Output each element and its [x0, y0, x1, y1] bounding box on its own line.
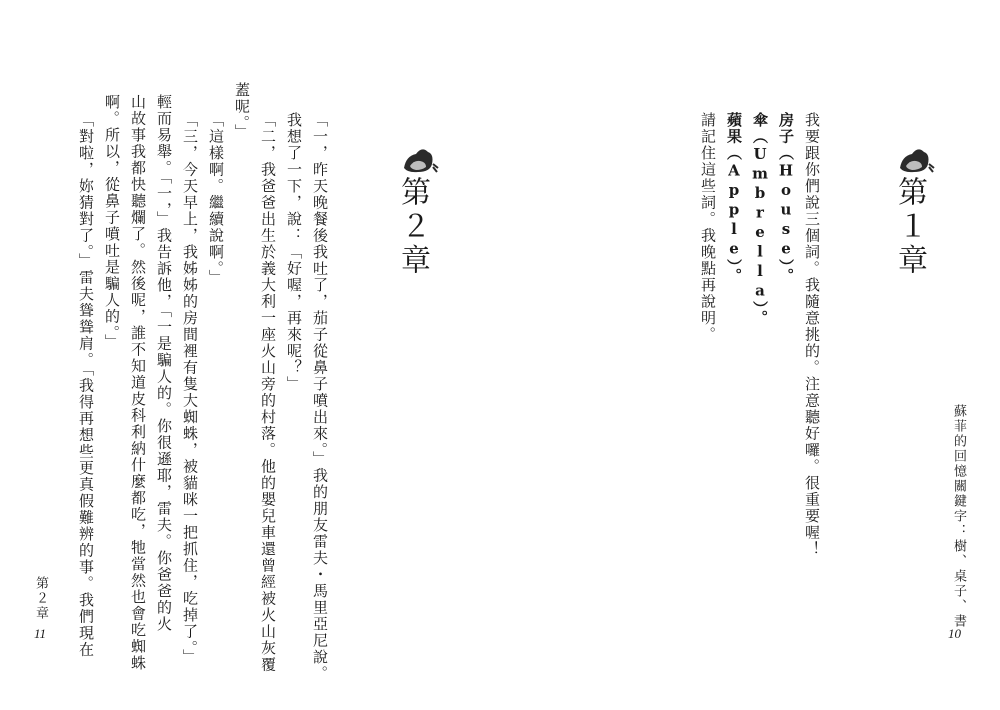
left-paragraph-3-cont: 蓋呢。」	[233, 82, 251, 141]
chapter-2-heading: 第２章	[395, 176, 430, 278]
chapter-1-heading: 第１章	[892, 176, 927, 278]
right-word-house: 房子（House）。	[777, 112, 795, 285]
right-word-umbrella: 傘（Umbrella）。	[751, 112, 769, 327]
left-paragraph-3: 「二，我爸爸出生於義大利一座火山旁的村落。他的嬰兒車還曾經被火山灰覆	[259, 112, 277, 673]
right-paragraph-1: 我要跟你們說三個詞。我隨意挑的。注意聽好囉。很重要喔！	[803, 112, 821, 558]
left-paragraph-7: 「對啦，妳猜對了。」雷夫聳聳肩。「我得再想些更真假難辨的事。我們現在	[77, 112, 95, 658]
left-page-number: 11	[34, 626, 47, 641]
chapter-mascot-icon	[400, 142, 440, 176]
right-page	[500, 0, 1000, 710]
left-paragraph-6: 輕而易舉。「一，」我告訴他，「一是騙人的。你很遜耶，雷夫。你爸爸的火	[155, 94, 173, 633]
left-paragraph-4: 「這樣啊。繼續說啊。」	[207, 112, 225, 286]
left-paragraph-2: 我想了一下，說：「好喔，再來呢？」	[285, 112, 303, 393]
left-paragraph-6-cont-1: 山故事我都快聽爛了。然後呢，誰不知道皮科利納什麼都吃，牠當然也會吃蜘蛛	[129, 94, 147, 672]
chapter-mascot-icon	[896, 142, 936, 176]
left-footer-chapter-label: 第２章	[33, 576, 48, 621]
running-head-book-title: 蘇菲的回憶關鍵字：樹、桌子、書	[951, 404, 966, 629]
left-paragraph-1: 「一，昨天晚餐後我吐了，茄子從鼻子噴出來。」我的朋友雷夫・馬里亞尼說。	[311, 112, 329, 682]
right-page-number: 10	[948, 626, 961, 641]
right-paragraph-5: 請記住這些詞。我晚點再說明。	[699, 112, 717, 343]
left-paragraph-6-cont-2: 啊。所以，從鼻子噴吐是騙人的。」	[103, 94, 121, 351]
right-word-apple: 蘋果（Apple）。	[725, 112, 743, 285]
left-paragraph-5: 「三，今天早上，我姊姊的房間裡有隻大蜘蛛，被貓咪一把抓住，吃掉了。」	[181, 112, 199, 666]
